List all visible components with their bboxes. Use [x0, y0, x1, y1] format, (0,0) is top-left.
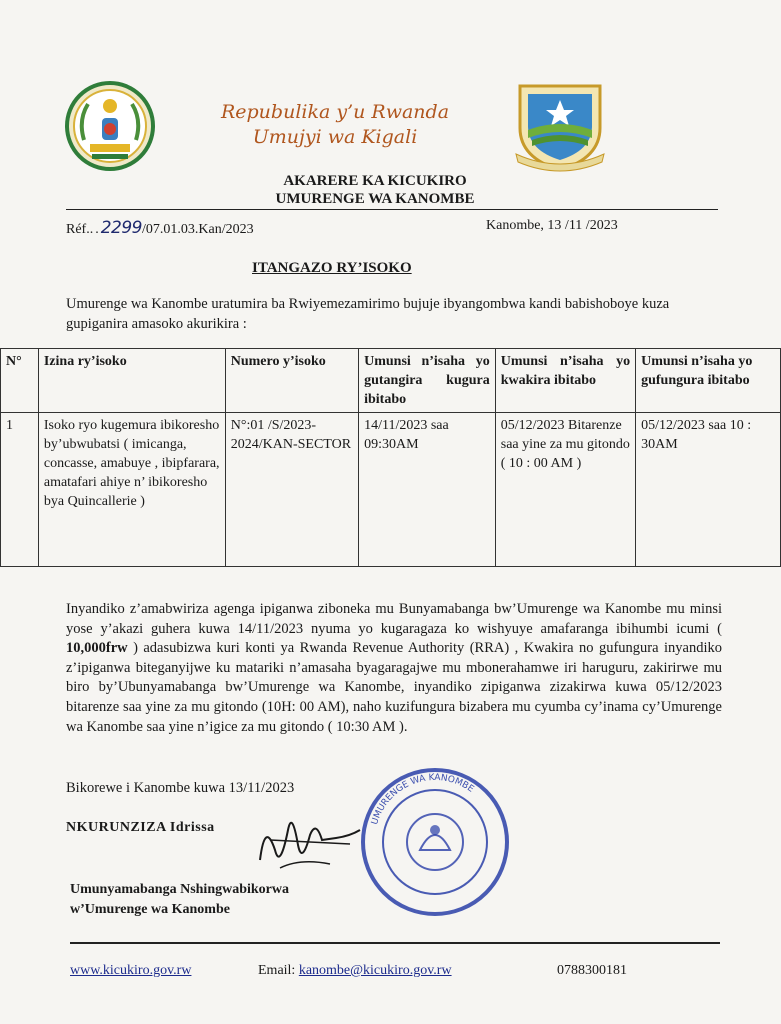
col-header-tender-name: Izina ry’isoko	[38, 349, 225, 413]
cell-number: 1	[1, 413, 39, 567]
sector-name: UMURENGE WA KANOMBE	[275, 191, 475, 207]
cell-opening-date: 05/12/2023 saa 10 : 30AM	[636, 413, 781, 567]
place-date: Kanombe, 13 /11 /2023	[486, 218, 618, 233]
phone-number: 0788300181	[557, 963, 627, 978]
ref-suffix: /07.01.03.Kan/2023	[141, 222, 254, 237]
cell-submission-date: 05/12/2023 Bitarenze saa yine za mu gitondo ( 10 : 00 AM )	[495, 413, 635, 567]
table-header-row	[1, 349, 781, 413]
role-line-2: w’Umurenge wa Kanombe	[70, 902, 230, 917]
col-header-purchase-date: Umunsi n’isaha yo gutangira kugura ibitabo	[359, 349, 496, 413]
fee-amount: 10,000frw	[66, 640, 128, 657]
email-line	[258, 963, 452, 979]
intro-paragraph: Umurenge wa Kanombe uratumira ba Rwiyemezamirimo bujuje ibyangombwa kandi babishoboye kuza gupiganira amasoko akurikira :	[66, 296, 670, 332]
official-stamp	[350, 760, 520, 920]
signer-name: NKURUNZIZA Idrissa	[66, 820, 215, 835]
email-link[interactable]: kanombe@kicukiro.gov.rw	[298, 963, 452, 978]
district-name: AKARERE KA KICUKIRO	[283, 173, 467, 189]
header-divider	[66, 209, 718, 210]
cell-tender-number: N°:01 /S/2023-2024/KAN-SECTOR	[225, 413, 358, 567]
email-label: Email:	[258, 963, 296, 978]
table-row	[1, 413, 781, 567]
body-part1: Inyandiko z’amabwiriza agenga ipiganwa ziboneka mu Bunyamabanga bw’Umurenge wa Kanombe mu minsi yose y’akazi guhera kuwa 14/11/2023 nyuma yo kugaragaza ko wishyuye amafaranga ibihumbi icumi (	[66, 601, 722, 637]
republic-name: Repubulika y’u Rwanda	[220, 101, 450, 123]
cell-tender-name: Isoko ryo kugemura ibikoresho by’ubwubatsi ( imicanga, concasse, amabuye , ibipfarara, amatafari ahiye n’ ibikoresho bya Quincallerie )	[38, 413, 225, 567]
svg-text:UMURENGE WA KANOMBE: UMURENGE WA KANOMBE	[370, 772, 476, 827]
ref-prefix: Réf.	[66, 222, 90, 237]
kigali-emblem-logo	[510, 78, 610, 174]
header-title	[190, 100, 480, 150]
col-header-number: N°	[1, 349, 39, 413]
tender-table	[0, 348, 781, 567]
role-line-1: Umunyamabanga Nshingwabikorwa	[70, 882, 289, 897]
department-header	[200, 172, 550, 208]
signed-at-line: Bikorewe i Kanombe kuwa 13/11/2023	[66, 780, 295, 796]
city-name: Umujyi wa Kigali	[252, 126, 418, 148]
cell-purchase-date: 14/11/2023 saa 09:30AM	[359, 413, 496, 567]
body-paragraph	[66, 600, 722, 737]
footer-divider	[70, 942, 720, 944]
body-part2: ) adasubizwa kuri konti ya Rwanda Revenue Authority (RRA) , Kwakira no gufungura inyandiko z’ipiganwa biteganyijwe ku matariki n’amasaha byagaragajwe mu mbonerahamwe iri haruguru, zakirirwe mu biro by’Ubunyamabanga bw’Umurenge wa Kanombe, inyandiko zipiganwa zizakirwa kuwa 05/12/2023 bitarenze saa yine za mu gitondo (10H: 00 AM), naho kuzifungura bizabera mu cyumba cy’inama cy’Umurenge wa Kanombe saa yine n’igice za mu gitondo ( 10:30 AM ).	[66, 640, 722, 735]
col-header-tender-number: Numero y’isoko	[225, 349, 358, 413]
website-link[interactable]: www.kicukiro.gov.rw	[70, 963, 192, 978]
rwanda-emblem-logo	[64, 80, 156, 172]
col-header-submission-date: Umunsi n’isaha yo kwakira ibitabo	[495, 349, 635, 413]
signer-role	[70, 880, 289, 920]
document-title: ITANGAZO RY’ISOKO	[252, 260, 412, 276]
ref-handwritten-number: 2299	[100, 218, 142, 238]
reference-number: Réf...2299/07.01.03.Kan/2023	[66, 218, 254, 238]
col-header-opening-date: Umunsi n’isaha yo gufungura ibitabo	[636, 349, 781, 413]
